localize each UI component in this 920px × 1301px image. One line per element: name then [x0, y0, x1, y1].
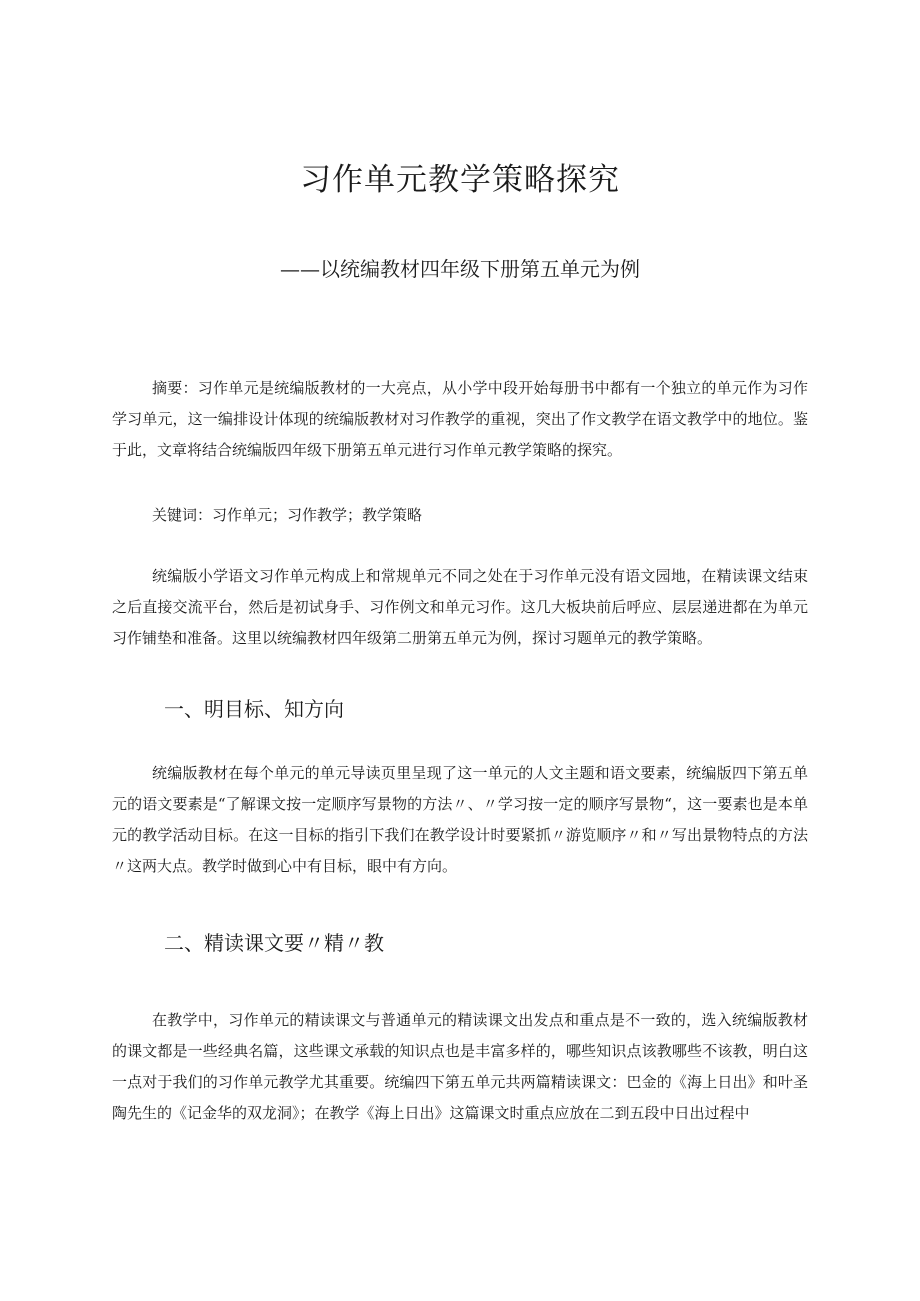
- section-heading-1: 一、明目标、知方向: [164, 697, 344, 721]
- document-subtitle: ——以统编教材四年级下册第五单元为例: [280, 257, 640, 281]
- section-heading-2: 二、精读课文要〃精〃教: [164, 931, 384, 955]
- intro-paragraph: 统编版小学语文习作单元构成上和常规单元不同之处在于习作单元没有语文园地，在精读课文结束之后直接交流平台，然后是初试身手、习作例文和单元习作。这几大板块前后呼应、层层递进都在为单元习作铺垫和准备。这里以统编教材四年级第二册第五单元为例，探讨习题单元的教学策略。: [112, 567, 808, 647]
- document-title: 习作单元教学策略探究: [300, 162, 620, 198]
- keywords-paragraph: 关键词：习作单元；习作教学；教学策略: [152, 506, 423, 524]
- section-body-2: 在教学中，习作单元的精读课文与普通单元的精读课文出发点和重点是不一致的，选入统编版教材的课文都是一些经典名篇，这些课文承载的知识点也是丰富多样的，哪些知识点该教哪些不该教，明白这一点对于我们的习作单元教学尤其重要。统编四下第五单元共两篇精读课文：巴金的《海上日出》和叶圣陶先生的《记金华的双龙洞》；在教学《海上日出》这篇课文时重点应放在二到五段中日出过程中: [112, 1011, 808, 1122]
- section-body-1: 统编版教材在每个单元的单元导读页里呈现了这一单元的人文主题和语文要素，统编版四下第五单元的语文要素是“了解课文按一定顺序写景物的方法〃、〃学习按一定的顺序写景物“，这一要素也是本单元的教学活动目标。在这一目标的指引下我们在教学设计时要紧抓〃游览顺序〃和〃写出景物特点的方法〃这两大点。教学时做到心中有目标，眼中有方向。: [112, 764, 808, 875]
- abstract-paragraph: 摘要：习作单元是统编版教材的一大亮点，从小学中段开始每册书中都有一个独立的单元作为习作学习单元，这一编排设计体现的统编版教材对习作教学的重视，突出了作文教学在语文教学中的地位。鉴于此，文章将结合统编版四年级下册第五单元进行习作单元教学策略的探究。: [112, 379, 808, 459]
